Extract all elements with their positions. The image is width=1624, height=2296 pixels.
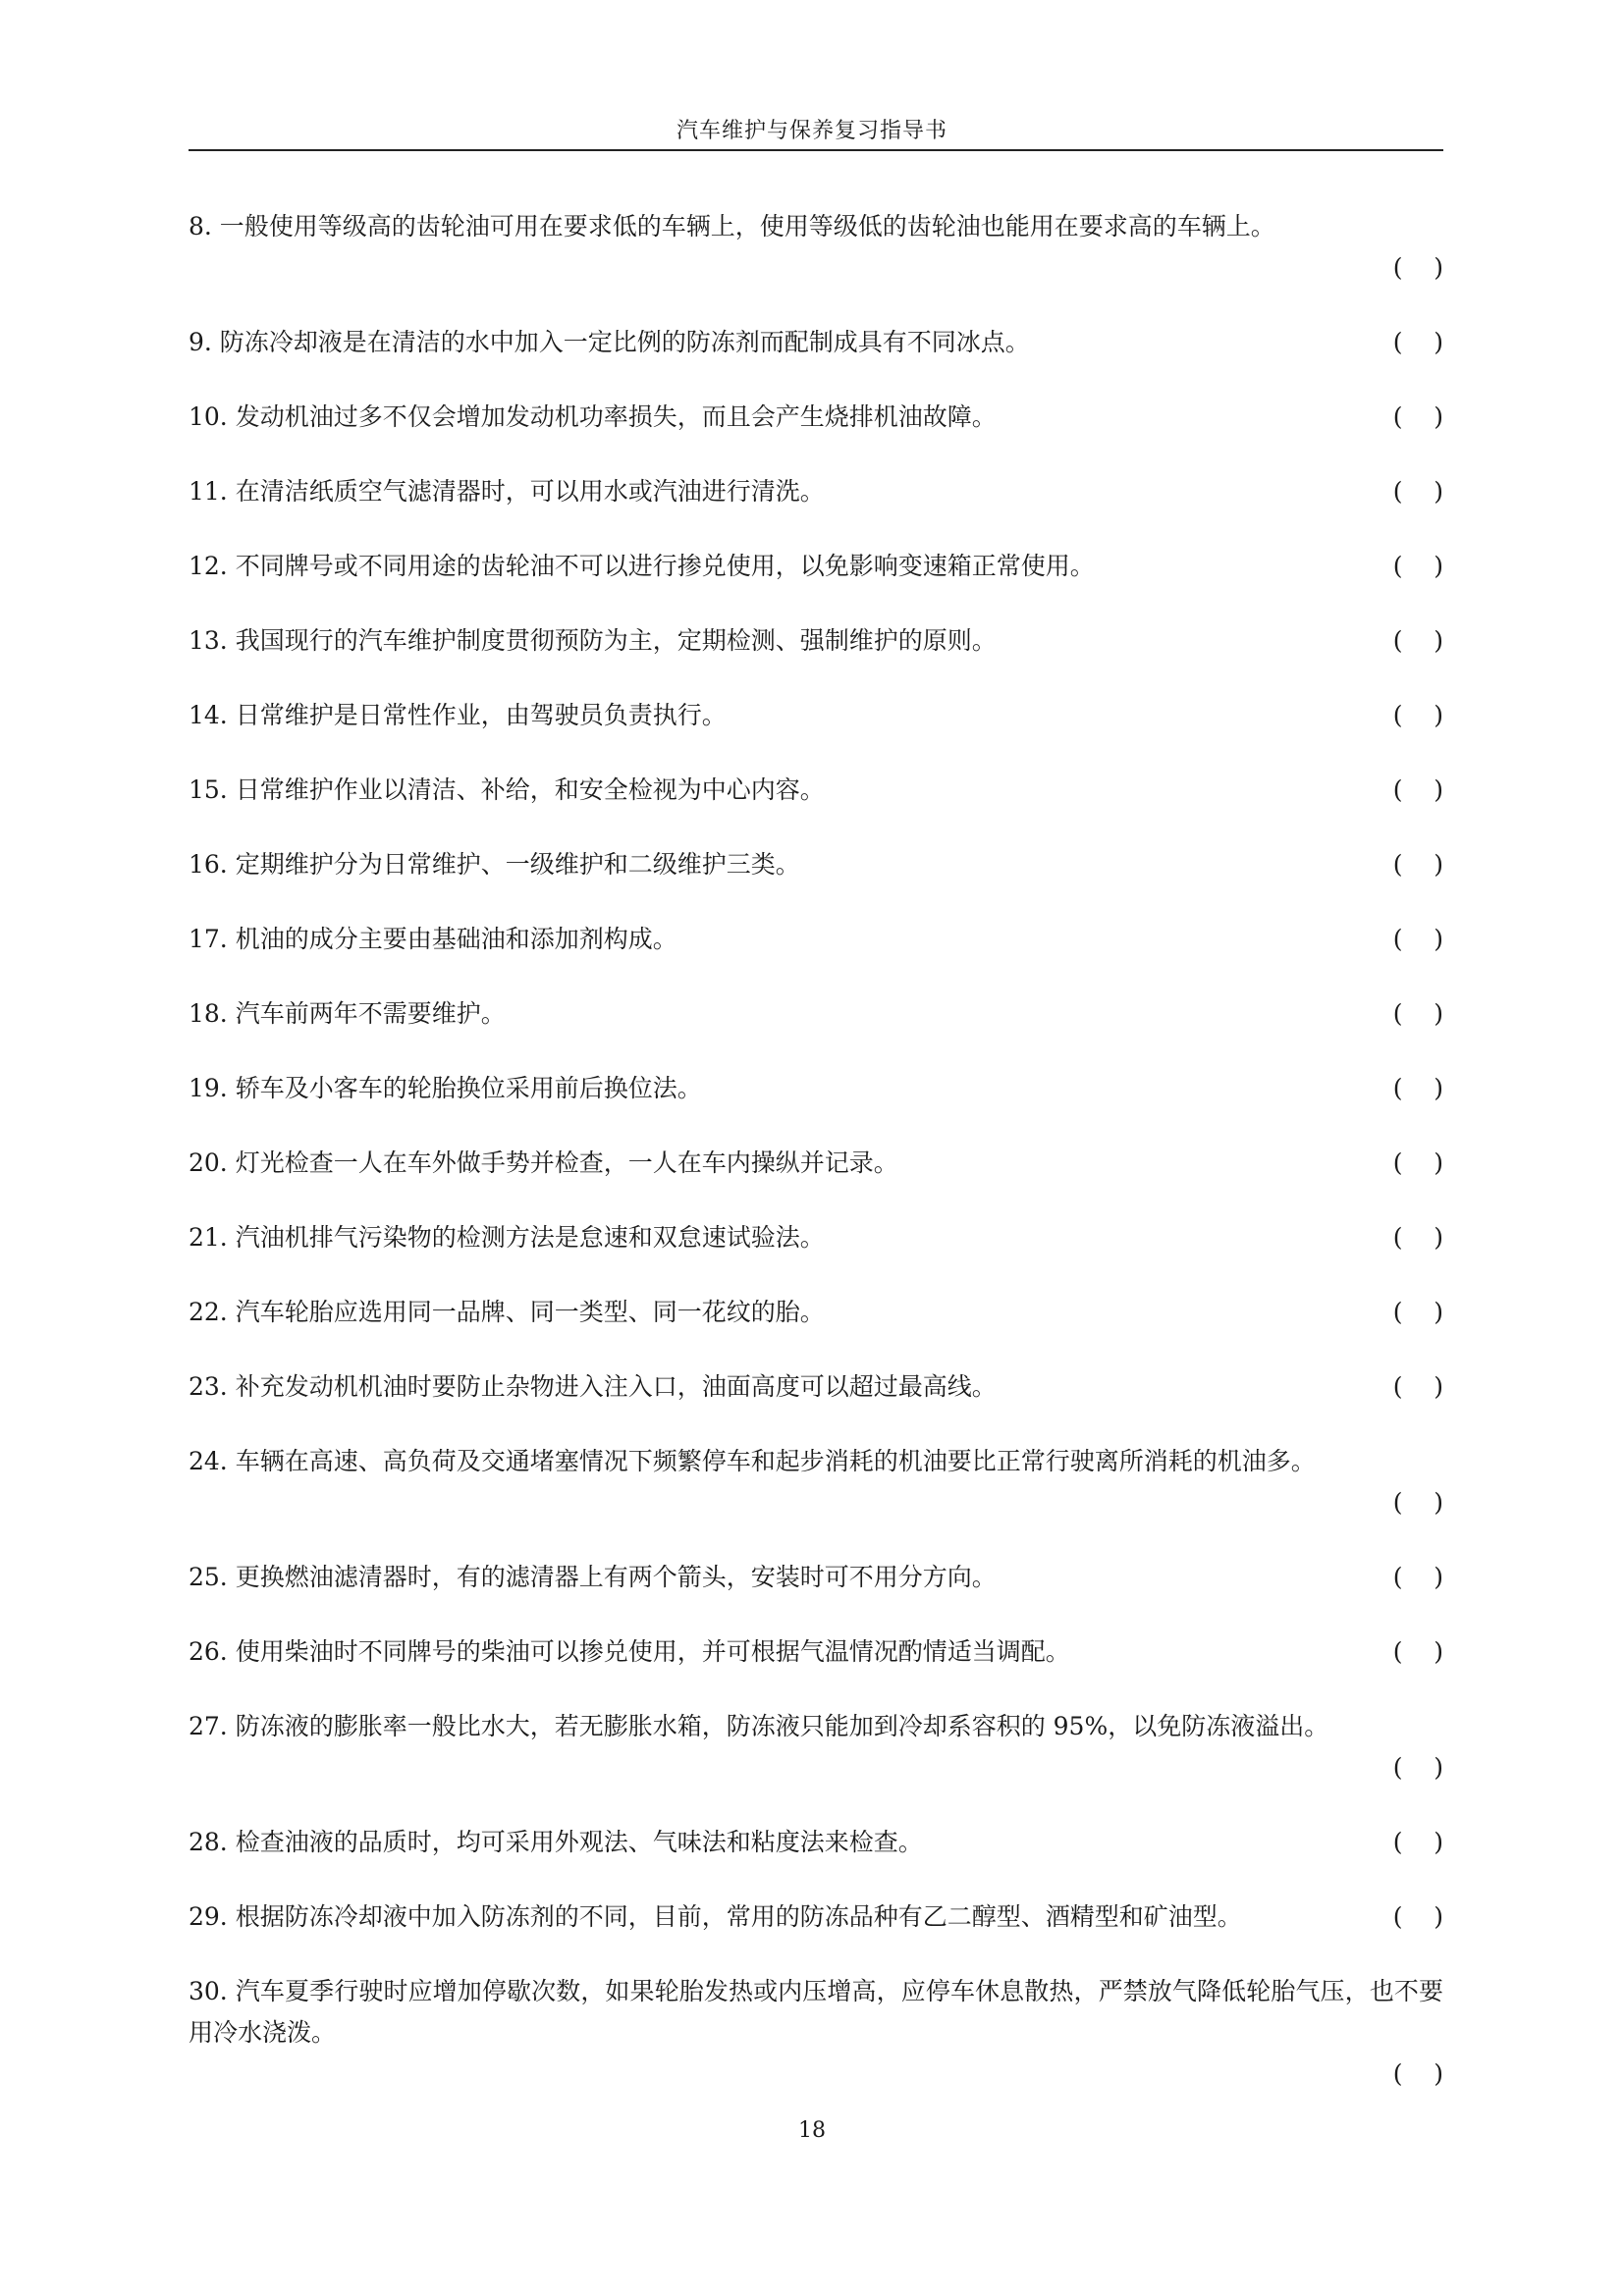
question-item [189, 206, 1443, 289]
question-text: 8. 一般使用等级高的齿轮油可用在要求低的车辆上，使用等级低的齿轮油也能用在要求高的车辆上。 [189, 212, 1275, 240]
question-item [189, 770, 1443, 811]
question-text: 18. 汽车前两年不需要维护。 [189, 999, 506, 1028]
question-text: 27. 防冻液的膨胀率一般比水大，若无膨胀水箱，防冻液只能加到冷却系容积的 95%，以免防冻液溢出。 [189, 1712, 1329, 1740]
question-item [189, 1706, 1443, 1789]
question-text: 10. 发动机油过多不仅会增加发动机功率损失，而且会产生烧排机油故障。 [189, 402, 997, 431]
answer-blank: ( ) [1392, 1828, 1443, 1856]
question-text: 15. 日常维护作业以清洁、补给，和安全检视为中心内容。 [189, 775, 825, 804]
question-item [189, 1366, 1443, 1408]
question-text: 16. 定期维护分为日常维护、一级维护和二级维护三类。 [189, 850, 800, 879]
question-item [189, 993, 1443, 1035]
question-text: 13. 我国现行的汽车维护制度贯彻预防为主，定期检测、强制维护的原则。 [189, 626, 997, 655]
question-text: 22. 汽车轮胎应选用同一品牌、同一类型、同一花纹的胎。 [189, 1298, 825, 1326]
question-text: 21. 汽油机排气污染物的检测方法是怠速和双怠速试验法。 [189, 1223, 825, 1252]
question-item [189, 471, 1443, 512]
question-item [189, 1822, 1443, 1863]
question-text: 11. 在清洁纸质空气滤清器时，可以用水或汽油进行清洗。 [189, 477, 825, 506]
question-list [189, 206, 1443, 2128]
question-item [189, 620, 1443, 662]
question-text: 30. 汽车夏季行驶时应增加停歇次数，如果轮胎发热或内压增高，应停车休息散热，严禁放气降低轮胎气压，也不要用冷水浇泼。 [189, 1977, 1443, 2047]
answer-blank: ( ) [1392, 850, 1443, 879]
question-item [189, 322, 1443, 363]
question-text: 17. 机油的成分主要由基础油和添加剂构成。 [189, 925, 677, 953]
question-item [189, 1143, 1443, 1184]
question-text: 19. 轿车及小客车的轮胎换位采用前后换位法。 [189, 1074, 702, 1102]
answer-blank: ( ) [1392, 1902, 1443, 1931]
question-item [189, 1896, 1443, 1938]
answer-blank: ( ) [1392, 1637, 1443, 1666]
question-text: 9. 防冻冷却液是在清洁的水中加入一定比例的防冻剂而配制成具有不同冰点。 [189, 328, 1030, 356]
header-rule [189, 149, 1443, 151]
question-text: 23. 补充发动机机油时要防止杂物进入注入口，油面高度可以超过最高线。 [189, 1372, 997, 1401]
answer-blank: ( ) [1392, 925, 1443, 953]
answer-blank: ( ) [1392, 701, 1443, 729]
question-item [189, 1068, 1443, 1109]
answer-blank: ( ) [1392, 1753, 1443, 1782]
answer-blank: ( ) [1392, 1074, 1443, 1102]
question-item [189, 695, 1443, 736]
answer-blank: ( ) [1392, 1148, 1443, 1177]
question-text: 26. 使用柴油时不同牌号的柴油可以掺兑使用，并可根据气温情况酌情适当调配。 [189, 1637, 1070, 1666]
question-item [189, 1217, 1443, 1258]
answer-blank: ( ) [1392, 1488, 1443, 1517]
question-item [189, 844, 1443, 885]
question-item [189, 397, 1443, 438]
question-text: 28. 检查油液的品质时，均可采用外观法、气味法和粘度法来检查。 [189, 1828, 923, 1856]
question-text: 14. 日常维护是日常性作业，由驾驶员负责执行。 [189, 701, 727, 729]
answer-blank: ( ) [1392, 1372, 1443, 1401]
answer-blank: ( ) [1392, 477, 1443, 506]
question-item [189, 1971, 1443, 2095]
question-item [189, 1557, 1443, 1598]
answer-blank: ( ) [1392, 1563, 1443, 1591]
question-item [189, 919, 1443, 960]
question-item [189, 546, 1443, 587]
question-item [189, 1441, 1443, 1523]
question-text: 25. 更换燃油滤清器时，有的滤清器上有两个箭头，安装时可不用分方向。 [189, 1563, 997, 1591]
answer-blank: ( ) [1392, 253, 1443, 282]
answer-blank: ( ) [1392, 2059, 1443, 2088]
answer-blank: ( ) [1392, 552, 1443, 580]
question-text: 29. 根据防冻冷却液中加入防冻剂的不同，目前，常用的防冻品种有乙二醇型、酒精型和矿油型。 [189, 1902, 1242, 1931]
answer-blank: ( ) [1392, 999, 1443, 1028]
answer-blank: ( ) [1392, 402, 1443, 431]
page-number: 18 [798, 2118, 826, 2143]
answer-blank: ( ) [1392, 775, 1443, 804]
answer-blank: ( ) [1392, 1298, 1443, 1326]
answer-blank: ( ) [1392, 1223, 1443, 1252]
header-title: 汽车维护与保养复习指导书 [676, 119, 947, 143]
question-item [189, 1292, 1443, 1333]
answer-blank: ( ) [1392, 328, 1443, 356]
question-item [189, 1631, 1443, 1673]
question-text: 20. 灯光检查一人在车外做手势并检查，一人在车内操纵并记录。 [189, 1148, 898, 1177]
question-text: 24. 车辆在高速、高负荷及交通堵塞情况下频繁停车和起步消耗的机油要比正常行驶离所消耗的机油多。 [189, 1447, 1316, 1475]
question-text: 12. 不同牌号或不同用途的齿轮油不可以进行掺兑使用，以免影响变速箱正常使用。 [189, 552, 1095, 580]
answer-blank: ( ) [1392, 626, 1443, 655]
